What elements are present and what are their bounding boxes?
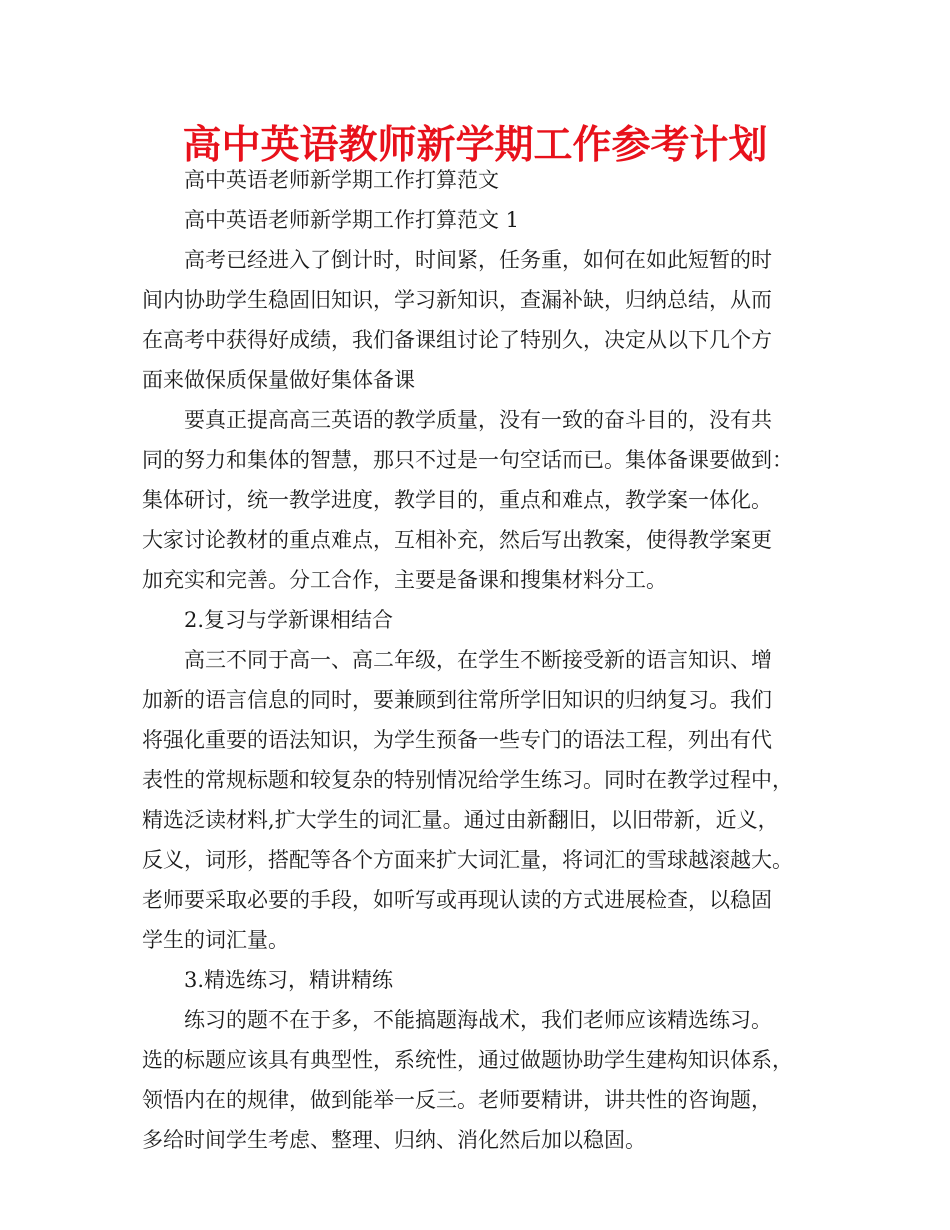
- paragraph-review: 高三不同于高一、高二年级，在学生不断接受新的语言知识、增 加新的语言信息的同时，要兼顾到往常所学旧知识的归纳复习。我们 将强化重要的语法知识，为学生预备一些专门的语法工程，列出有代 表性的常规标题和较复杂的特别情况给学生练习。同时在教学过程中， 精选泛读材料,扩大学生的词汇量。通过由新翻旧，以旧带新，近义， 反义，词形，搭配等各个方面来扩大词汇量，将词汇的雪球越滚越大。 老师要采取必要的手段，如听写或再现认读的方式进展检查，以稳固 学生的词汇量。: [142, 648, 793, 952]
- section-heading-3: 3.精选练习，精讲精练: [184, 968, 394, 992]
- subtitle-line-numbered: 高中英语老师新学期工作打算范文 1: [184, 208, 520, 232]
- section-heading-2: 2.复习与学新课相结合: [184, 608, 394, 632]
- subtitle-line: 高中英语老师新学期工作打算范文: [184, 168, 499, 192]
- paragraph-collective-prep: 要真正提高高三英语的教学质量，没有一致的奋斗目的，没有共 同的努力和集体的智慧，那只不过是一句空话而已。集体备课要做到： 集体研讨，统一教学进度，教学目的，重点和难点，教学案一体化。 大家讨论教材的重点难点，互相补充，然后写出教案，使得教学案更 加充实和完善。分工合作，主要是备课和搜集材料分工。: [142, 408, 793, 592]
- document-title: 高中英语教师新学期工作参考计划: [182, 123, 768, 168]
- document-body: [142, 160, 832, 1160]
- paragraph-intro: 高考已经进入了倒计时，时间紧，任务重，如何在如此短暂的时 间内协助学生稳固旧知识，学习新知识，查漏补缺，归纳总结，从而 在高考中获得好成绩，我们备课组讨论了特别久，决定从以下几个方 面来做保质保量做好集体备课: [142, 248, 772, 392]
- paragraph-practice: 练习的题不在于多，不能搞题海战术，我们老师应该精选练习。 选的标题应该具有典型性，系统性，通过做题协助学生建构知识体系， 领悟内在的规律，做到能举一反三。老师要精讲，讲共性的咨询题， 多给时间学生考虑、整理、归纳、消化然后加以稳固。: [142, 1008, 793, 1152]
